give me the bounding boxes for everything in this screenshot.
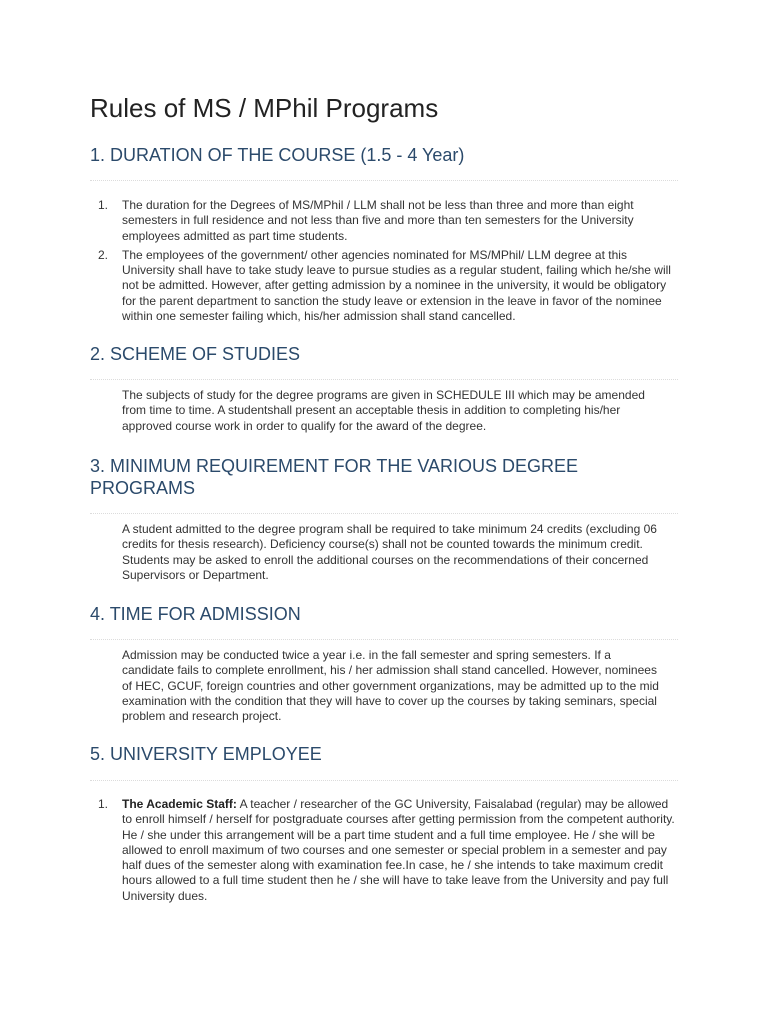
list-item xyxy=(90,797,678,904)
section-scheme-of-studies xyxy=(90,343,678,365)
duration-list xyxy=(90,198,678,324)
section-heading: 2. SCHEME OF STUDIES xyxy=(90,344,301,364)
list-item xyxy=(90,198,678,244)
section-heading: 4. TIME FOR ADMISSION xyxy=(90,604,301,624)
list-item-text: A teacher / researcher of the GC University, Faisalabad (regular) may be allowed to enroll himself / herself for postgraduate courses after getting permission from the competent authority. He / she under this arrangement will be a part time student and a full time employee. He / she will be allowed to enroll maximum of two courses and one semester or special problem in a semester and pay half dues of the semester along with examination fee.In case, he / she intends to take maximum credit hours allowed to a full time student then he / she will have to take leave from the University and pay full University dues. xyxy=(122,797,675,903)
employee-list xyxy=(90,797,678,904)
section-heading-line: 3. MINIMUM REQUIREMENT FOR THE VARIOUS DEGREE xyxy=(90,456,579,476)
section-heading: 5. UNIVERSITY EMPLOYEE xyxy=(90,744,322,764)
section-paragraph: Admission may be conducted twice a year i.e. in the fall semester and spring semesters. If a candidate fails to complete enrollment, his / her admission shall stand cancelled. However, nominees of HEC, GCUF, foreign countries and other government organizations, may be admitted up to the mid examination with the condition that they will have to cover up the courses by taking seminars, special problem and research project. xyxy=(122,648,659,724)
section-paragraph: A student admitted to the degree program shall be required to take minimum 24 credits (excluding 06 credits for thesis research). Deficiency course(s) shall not be counted towards the minimum credit. Students may be asked to enroll the additional courses on the recommendations of their concerned Supervisors or Department. xyxy=(122,522,657,582)
section-heading: 1. DURATION OF THE COURSE (1.5 - 4 Year) xyxy=(90,145,465,165)
section-divider xyxy=(90,780,678,781)
list-item-lead: The Academic Staff: xyxy=(122,797,237,811)
section-minimum-requirement xyxy=(90,455,678,499)
section-heading xyxy=(90,455,678,499)
list-item-number: 1. xyxy=(98,797,109,811)
list-item xyxy=(90,248,678,324)
section-divider xyxy=(90,513,678,514)
list-item-number: 1. xyxy=(98,198,109,212)
section-heading-line: PROGRAMS xyxy=(90,478,196,498)
document-title: Rules of MS / MPhil Programs xyxy=(90,93,439,123)
section-divider xyxy=(90,639,678,640)
section-university-employee xyxy=(90,743,678,765)
section-duration xyxy=(90,144,678,166)
section-time-for-admission xyxy=(90,603,678,625)
list-item-number: 2. xyxy=(98,247,109,262)
section-paragraph: The subjects of study for the degree programs are given in SCHEDULE III which may be amended from time to time. A studentshall present an acceptable thesis in addition to completing his/her approved course work in order to qualify for the award of the degree. xyxy=(122,388,645,433)
list-item-text: The employees of the government/ other agencies nominated for MS/MPhil/ LLM degree at this University shall have to take study leave to pursue studies as a regular student, failing which he/she will not be admitted. However, after getting admission by a nominee in the university, it would be obligatory for the parent department to sanction the study leave or extension in the leave in favor of the nominee within one semester failing which, his/her admission shall stand cancelled. xyxy=(122,247,671,324)
section-divider xyxy=(90,379,678,380)
list-item-text: The duration for the Degrees of MS/MPhil / LLM shall not be less than three and more than eight semesters in full residence and not less than five and more than ten semesters for the University employees admitted as part time students. xyxy=(122,198,634,243)
section-divider xyxy=(90,180,678,181)
